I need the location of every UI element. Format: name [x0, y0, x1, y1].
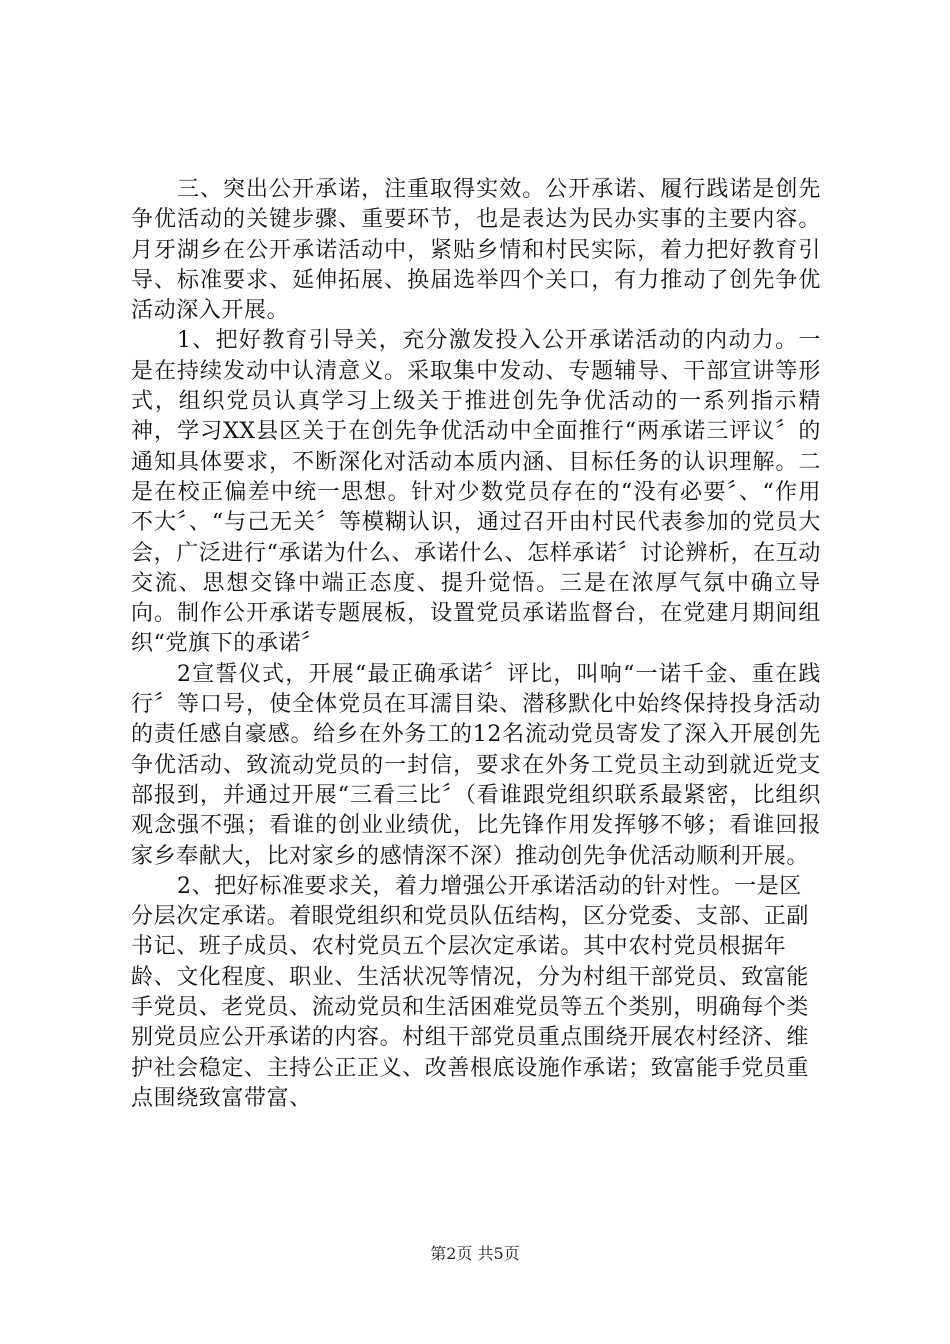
page-number-footer: 第2页 共5页	[430, 1244, 520, 1263]
paragraph-section-three-intro: 三、突出公开承诺，注重取得实效。公开承诺、履行践诺是创先争优活动的关键步骤、重要环节，也是表达为民办实事的主要内容。月牙湖乡在公开承诺活动中，紧贴乡情和村民实际，着力把好教育引导、标准要求、延伸拓展、换届选举四个关口，有力推动了创先争优活动深入开展。	[131, 177, 821, 324]
paragraph-oath-ceremony: 2宣誓仪式，开展“最正确承诺〞评比，叫响“一诺千金、重在践行〞等口号，使全体党员在耳濡目染、潜移默化中始终保持投身活动的责任感自豪感。给乡在外务工的12名流动党员寄发了深入开展创先争优活动、致流动党员的一封信，要求在外务工党员主动到就近党支部报到，并通过开展“三看三比〞（看谁跟党组织联系最紧密，比组织观念强不强；看谁的创业业绩优，比先锋作用发挥够不够；看谁回报家乡奉献大，比对家乡的感情深不深）推动创先争优活动顺利开展。	[131, 661, 821, 869]
document-body	[131, 175, 821, 1114]
paragraph-item-two: 2、把好标准要求关，着力增强公开承诺活动的针对性。一是区分层次定承诺。着眼党组织和党员队伍结构，区分党委、支部、正副书记、班子成员、农村党员五个层次定承诺。其中农村党员根据年龄、文化程度、职业、生活状况等情况，分为村组干部党员、致富能手党员、老党员、流动党员和生活困难党员等五个类别，明确每个类别党员应公开承诺的内容。村组干部党员重点围绕开展农村经济、维护社会稳定、主持公正正义、改善根底设施作承诺；致富能手党员重点围绕致富带富、	[131, 873, 810, 1111]
paragraph-item-one: 1、把好教育引导关，充分激发投入公开承诺活动的内动力。一是在持续发动中认清意义。采取集中发动、专题辅导、干部宣讲等形式，组织党员认真学习上级关于推进创先争优活动的一系列指示精神，学习XX县区关于在创先争优活动中全面推行“两承诺三评议〞的通知具体要求，不断深化对活动本质内涵、目标任务的认识理解。二是在校正偏差中统一思想。针对少数党员存在的“没有必要〞、“作用不大〞、“与己无关〞等模糊认识，通过召开由村民代表参加的党员大会，广泛进行“承诺为什么、承诺什么、怎样承诺〞讨论辨析，在互动交流、思想交锋中端正态度、提升觉悟。三是在浓厚气氛中确立导向。制作公开承诺专题展板，设置党员承诺监督台，在党建月期间组织“党旗下的承诺〞	[131, 328, 821, 657]
